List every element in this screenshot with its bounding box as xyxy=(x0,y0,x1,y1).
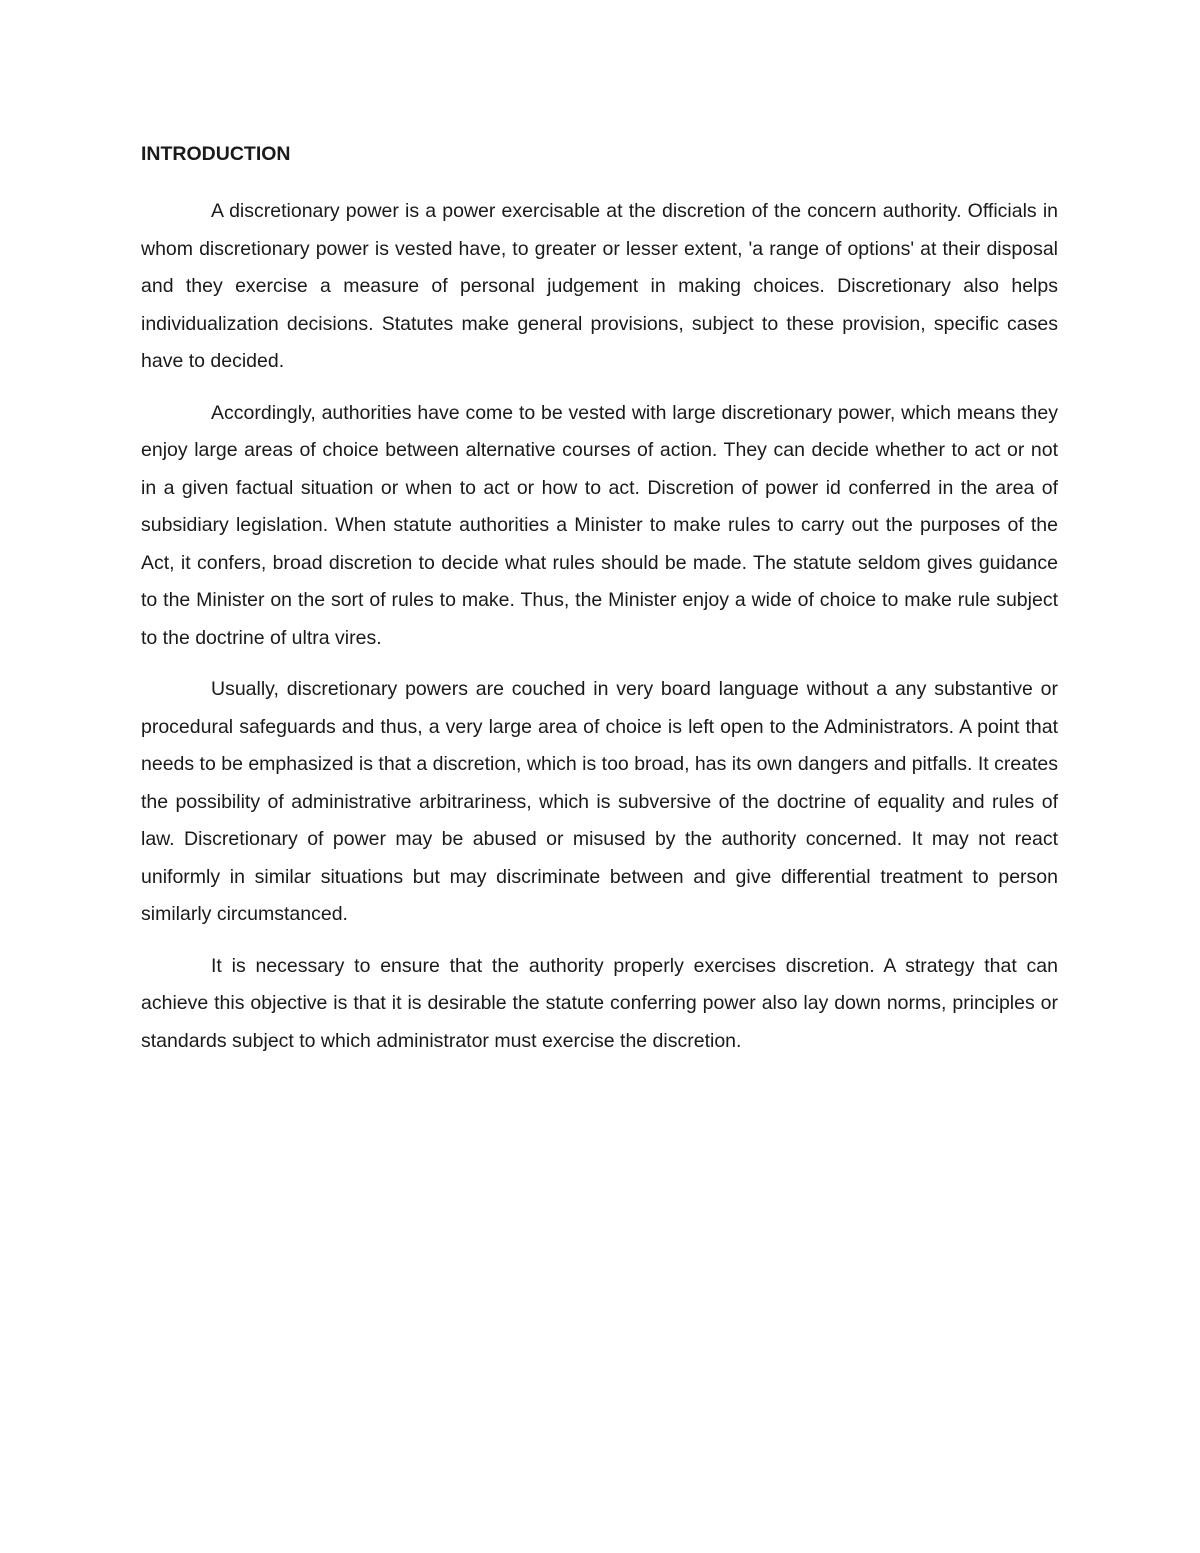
document-body xyxy=(141,140,1058,1074)
section-heading: INTRODUCTION xyxy=(141,143,291,165)
paragraph-1: A discretionary power is a power exercisable at the discretion of the concern authority. Officials in whom discretionary power is vested have, to greater or lesser extent, 'a range of options' at their disposal and they exercise a measure of personal judgement in making choices. Discretionary also helps individualization decisions. Statutes make general provisions, subject to these provision, specific cases have to decided. xyxy=(141,200,1058,372)
paragraph-4: It is necessary to ensure that the authority properly exercises discretion. A strategy that can achieve this objective is that it is desirable the statute conferring power also lay down norms, principles or standards subject to which administrator must exercise the discretion. xyxy=(141,954,1058,1052)
paragraph-2: Accordingly, authorities have come to be vested with large discretionary power, which means they enjoy large areas of choice between alternative courses of action. They can decide whether to act or not in a given factual situation or when to act or how to act. Discretion of power id conferred in the area of subsidiary legislation. When statute authorities a Minister to make rules to carry out the purposes of the Act, it confers, broad discretion to decide what rules should be made. The statute seldom gives guidance to the Minister on the sort of rules to make. Thus, the Minister enjoy a wide of choice to make rule subject to the doctrine of ultra vires. xyxy=(141,401,1058,649)
paragraph-3: Usually, discretionary powers are couched in very board language without a any substantive or procedural safeguards and thus, a very large area of choice is left open to the Administrators. A point that needs to be emphasized is that a discretion, which is too broad, has its own dangers and pitfalls. It creates the possibility of administrative arbitrariness, which is subversive of the doctrine of equality and rules of law. Discretionary of power may be abused or misused by the authority concerned. It may not react uniformly in similar situations but may discriminate between and give differential treatment to person similarly circumstanced. xyxy=(141,678,1059,925)
